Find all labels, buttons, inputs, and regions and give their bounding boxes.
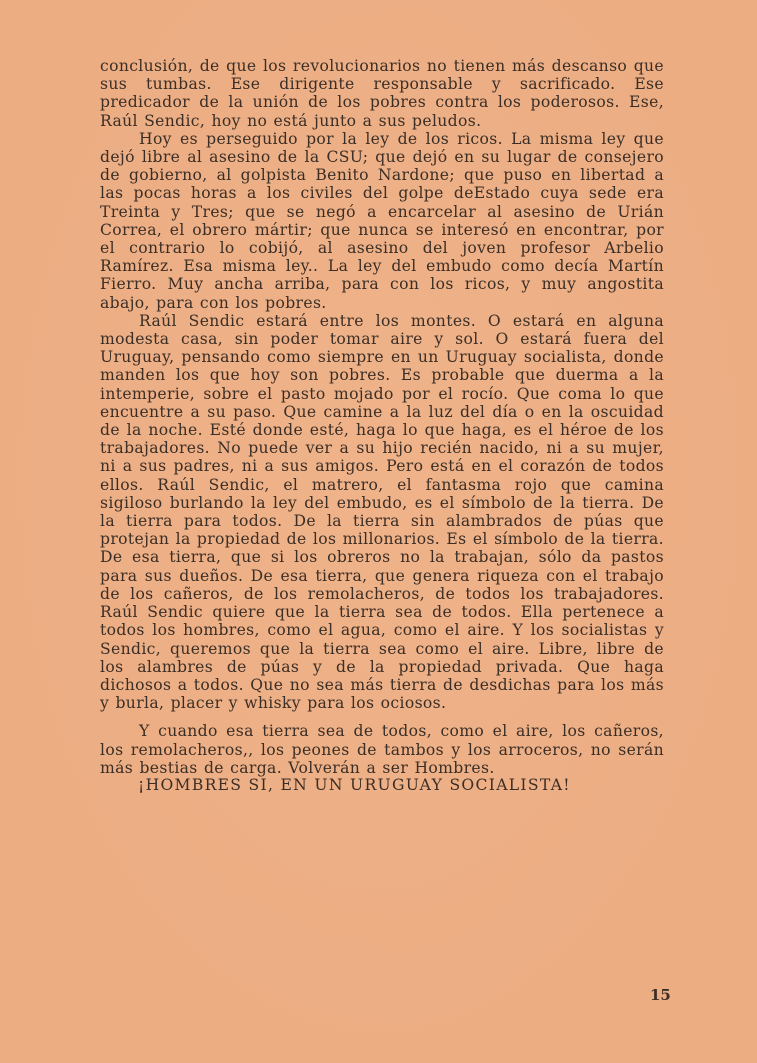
paragraph-continuation: conclusión, de que los revolucionarios no tienen más descanso que sus tumbas. Ese dirigente responsable y sacrificado. Ese predicador de la unión de los pobres contra los poderosos. Ese, Raúl Sendic, hoy no está junto a sus peludos.	[100, 57, 664, 130]
paragraph-simbolo-de-la-tierra: Raúl Sendic estará entre los montes. O estará en alguna modesta casa, sin poder tomar aire y sol. O estará fuera del Uruguay, pensando como siempre en un Uruguay socialista, donde manden los que hoy son pobres. Es probable que duerma a la intemperie, sobre el pasto mojado por el rocío. Que coma lo que encuentre a su paso. Que camine a la luz del día o en la oscuidad de la noche. Esté donde esté, haga lo que haga, es el héroe de los trabajadores. No puede ver a su hijo recién nacido, ni a su mujer, ni a sus padres, ni a sus amigos. Pero está en el corazón de todos ellos. Raúl Sendic, el matrero, el fantasma rojo que camina sigiloso burlando la ley del embudo, es el símbolo de la tierra. De la tierra para todos. De la tierra sin alambrados de púas que protejan la propiedad de los millonarios. Es el símbolo de la tierra. De esa tierra, que si los obreros no la trabajan, sólo da pastos para sus dueños. De esa tierra, que genera riqueza con el trabajo de los cañeros, de los remolacheros, de todos los trabajadores. Raúl Sendic quiere que la tierra sea de todos. Ella pertenece a todos los hombres, como el agua, como el aire. Y los socialistas y Sendic, queremos que la tierra sea como el aire. Libre, libre de los alambres de púas y de la propiedad privada. Que haga dichosos a todos. Que no sea más tierra de desdichas para los más y burla, placer y whisky para los ociosos.	[100, 311, 664, 713]
page-number: 15	[650, 986, 671, 1004]
body-text	[100, 57, 664, 777]
closing-slogan: ¡HOMBRES SI, EN UN URUGUAY SOCIALISTA!	[138, 776, 571, 794]
paragraph-volveran-a-ser-hombres: Y cuando esa tierra sea de todos, como el aire, los cañeros, los remolacheros,, los peones de tambos y los arroceros, no serán más bestias de carga. Volverán a ser Hombres.	[100, 722, 664, 777]
paragraph-ley-del-embudo: Hoy es perseguido por la ley de los ricos. La misma ley que dejó libre al asesino de la CSU; que dejó en su lugar de consejero de gobierno, al golpista Benito Nardone; que puso en libertad a las pocas horas a los civiles del golpe deEstado cuya sede era Treinta y Tres; que se negó a encarcelar al asesino de Urián Correa, el obrero mártir; que nunca se interesó en encontrar, por el contrario lo cobijó, al asesino del joven profesor Arbelio Ramírez. Esa misma ley.. La ley del embudo como decía Martín Fierro. Muy ancha arriba, para con los ricos, y muy angostita abajo, para con los pobres.	[100, 129, 664, 312]
